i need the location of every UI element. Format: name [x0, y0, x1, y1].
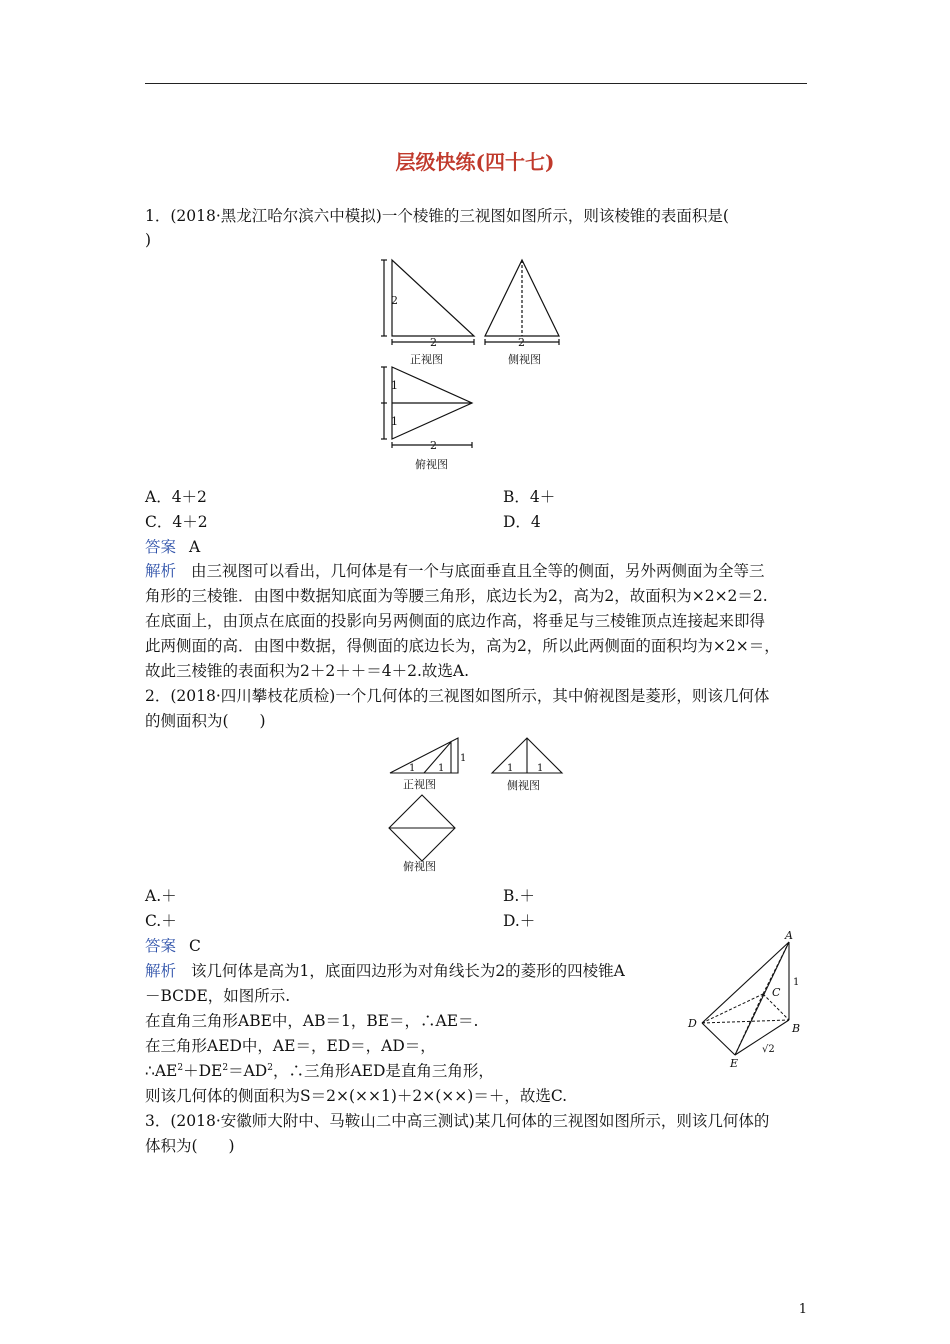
q1-analysis-line5: 故此三棱锥的表面积为2＋2＋＋＝4＋2.故选A.: [145, 662, 469, 680]
q1-side-view-label: 侧视图: [508, 353, 541, 366]
q1-top-width-label: 2: [430, 439, 437, 452]
q2-top-view: [389, 795, 455, 861]
q1-answer-value: A: [188, 538, 201, 556]
q2-analysis-label: 解析: [145, 962, 177, 980]
q2-side-view: [492, 738, 562, 773]
q1-top-dim-lower: 1: [391, 415, 398, 428]
q2-answer: [145, 934, 685, 958]
q1-analysis-text1: 由三视图可以看出，几何体是有一个与底面垂直且全等的侧面，另外两侧面为全等三: [190, 562, 765, 580]
page-number: 1: [798, 1302, 807, 1317]
q1-answer-label: 答案: [145, 538, 177, 556]
q1-option-a: A．4＋2: [145, 488, 207, 506]
q1-side-view: [485, 260, 559, 345]
q1-option-b: B．4＋: [503, 488, 556, 506]
q2-side-dim-right: 1: [537, 763, 544, 774]
q1-top-dim-upper: 1: [391, 379, 398, 392]
q1-front-width-label: 2: [430, 336, 437, 349]
q2-option-d: D.＋: [503, 912, 536, 930]
q2-vertex-c: C: [772, 986, 781, 999]
q3-stem-line1: 3．(2018·安徽师大附中、马鞍山二中高三测试)某几何体的三视图如图所示，则该几何体的: [145, 1112, 770, 1130]
q2-front-dim-height: 1: [460, 753, 467, 764]
q2-stem-line2: 的侧面积为( ): [145, 712, 266, 730]
q1-answer: [145, 535, 807, 559]
q2-front-view: [390, 738, 458, 773]
q2-option-a: A.＋: [145, 887, 177, 905]
q2-answer-label: 答案: [145, 937, 177, 955]
header-rule: [145, 83, 807, 84]
q2-front-view-label: 正视图: [403, 778, 436, 791]
q2-analysis-text1: 该几何体是高为1，底面四边形为对角线长为2的菱形的四棱锥A: [190, 962, 625, 980]
q2-option-c: C.＋: [145, 912, 177, 930]
q1-analysis-line3: 在底面上，由顶点在底面的投影向另两侧面的底边作高，将垂足与三棱锥顶点连接起来即得: [145, 612, 766, 630]
q2-analysis-line1: [145, 959, 685, 983]
q1-three-view-figure: [375, 252, 575, 477]
q2-option-b: B.＋: [503, 887, 535, 905]
q2-vertex-d: D: [688, 1017, 697, 1030]
q1-stem-line1: 1．(2018·黑龙江哈尔滨六中模拟)一个棱锥的三视图如图所示，则该棱锥的表面积是(: [145, 207, 729, 225]
q2-answer-value: C: [188, 937, 201, 955]
q2-three-view-figure: [385, 733, 570, 878]
q2-analysis-line3: 在直角三角形ABE中，AB＝1，BE＝，∴AE＝.: [145, 1012, 479, 1030]
page-title: 层级快练(四十七): [395, 150, 555, 174]
q2-edge-be-label: √2: [762, 1044, 775, 1055]
q1-option-c: C．4＋2: [145, 513, 208, 531]
q2-vertex-b: B: [792, 1022, 801, 1035]
q2-front-dim-right: 1: [438, 763, 445, 774]
q2-pyramid-figure: [680, 928, 810, 1070]
q2-analysis-line6: 则该几何体的侧面积为S＝2×(××1)＋2×(××)＝＋，故选C.: [145, 1087, 568, 1105]
q3-stem-line2: 体积为( ): [145, 1137, 235, 1155]
q1-analysis-line1: [145, 559, 807, 583]
q2-analysis-line5: $\therefore AE^2+DE^2=AD^2$，∴三角形AED是直角三角形，: [145, 1062, 494, 1080]
q1-option-d: D．4: [503, 513, 541, 531]
q2-vertex-e: E: [730, 1057, 739, 1070]
q2-side-dim-left: 1: [507, 763, 514, 774]
q2-edge-ab-label: 1: [793, 977, 800, 988]
q2-stem-line1: 2．(2018·四川攀枝花质检)一个几何体的三视图如图所示，其中俯视图是菱形，则该几何体: [145, 687, 770, 705]
q2-front-dim-left: 1: [409, 763, 416, 774]
q1-front-height-label: 2: [391, 294, 398, 307]
q1-analysis-label: 解析: [145, 562, 177, 580]
q1-analysis-line2: 角形的三棱锥．由图中数据知底面为等腰三角形，底边长为2，高为2，故面积为×2×2＝2.: [145, 587, 768, 605]
q2-side-view-label: 侧视图: [507, 779, 540, 792]
q1-analysis-line4: 此两侧面的高．由图中数据，得侧面的底边长为，高为2，所以此两侧面的面积均为×2×＝，: [145, 637, 780, 655]
q1-front-view-label: 正视图: [410, 353, 443, 366]
q1-stem-line2: ): [145, 231, 152, 249]
q2-vertex-a: A: [785, 929, 793, 942]
q2-analysis-line4: 在三角形AED中，AE＝，ED＝，AD＝，: [145, 1037, 436, 1055]
q1-side-width-label: 2: [518, 336, 525, 349]
q2-analysis-line2: －BCDE，如图所示.: [145, 987, 291, 1005]
q1-top-view-label: 俯视图: [415, 458, 448, 471]
q2-top-view-label: 俯视图: [403, 860, 436, 873]
